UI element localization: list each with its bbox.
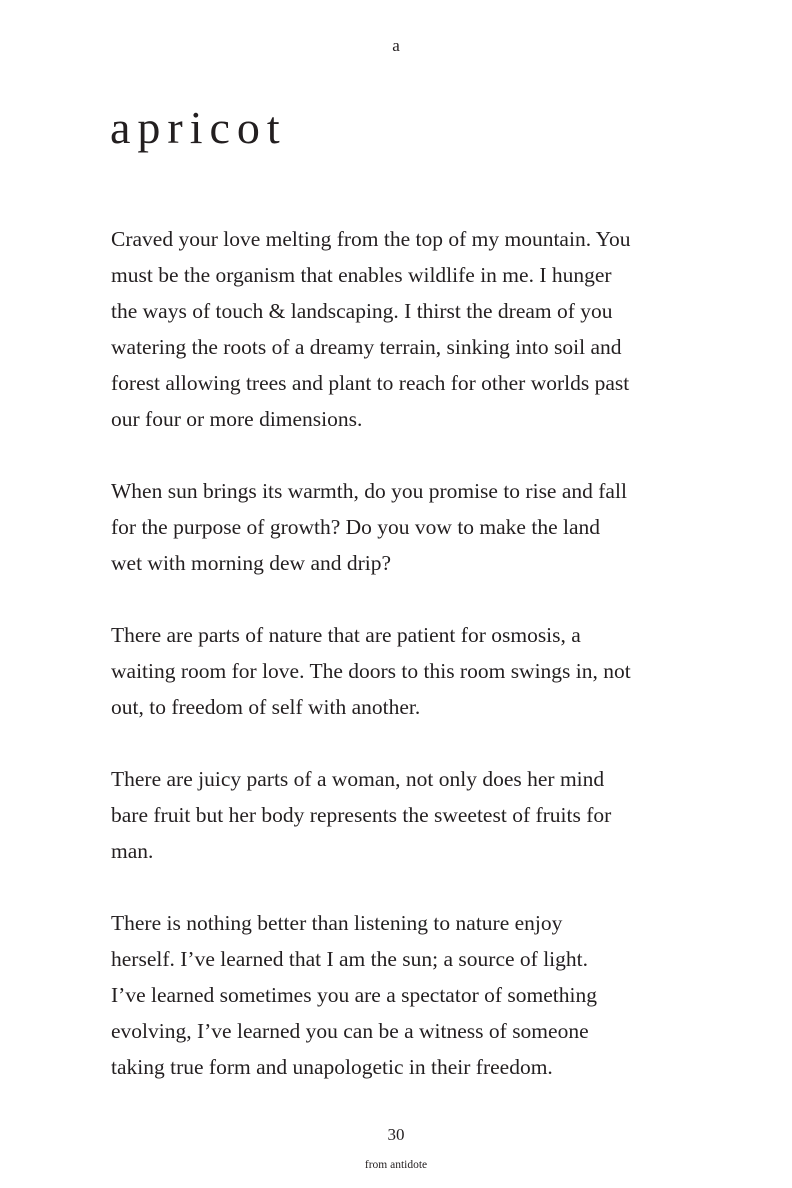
paragraph <box>111 761 701 869</box>
text-line: man. <box>111 839 154 863</box>
text-line: evolving, I’ve learned you can be a witness of someone <box>111 1019 589 1043</box>
section-letter: a <box>392 36 400 55</box>
paragraph <box>111 617 701 725</box>
paragraph <box>111 221 701 437</box>
text-line: There is nothing better than listening to nature enjoy <box>111 911 563 935</box>
page-number: 30 <box>387 1125 405 1144</box>
text-line: I’ve learned sometimes you are a spectator of something <box>111 983 597 1007</box>
text-line: herself. I’ve learned that I am the sun; a source of light. <box>111 947 588 971</box>
poem-body <box>111 221 701 1121</box>
text-line: wet with morning dew and drip? <box>111 551 392 575</box>
text-line: There are juicy parts of a woman, not only does her mind <box>111 767 605 791</box>
paragraph <box>111 905 701 1085</box>
paragraph <box>111 473 701 581</box>
text-line: There are parts of nature that are patient for osmosis, a <box>111 623 581 647</box>
text-line: waiting room for love. The doors to this room swings in, not <box>111 659 631 683</box>
text-line: watering the roots of a dreamy terrain, sinking into soil and <box>111 335 622 359</box>
text-line: the ways of touch & landscaping. I thirst the dream of you <box>111 299 613 323</box>
text-line: Craved your love melting from the top of my mountain. You <box>111 227 631 251</box>
text-line: must be the organism that enables wildlife in me. I hunger <box>111 263 612 287</box>
text-line: forest allowing trees and plant to reach for other worlds past <box>111 371 630 395</box>
text-line: for the purpose of growth? Do you vow to make the land <box>111 515 601 539</box>
text-line: bare fruit but her body represents the sweetest of fruits for <box>111 803 612 827</box>
source-note: from antidote <box>364 1159 428 1171</box>
text-line: When sun brings its warmth, do you promise to rise and fall <box>111 479 627 503</box>
text-line: out, to freedom of self with another. <box>111 695 421 719</box>
text-line: taking true form and unapologetic in their freedom. <box>111 1055 553 1079</box>
poem-title: apricot <box>110 102 287 153</box>
text-line: our four or more dimensions. <box>111 407 363 431</box>
